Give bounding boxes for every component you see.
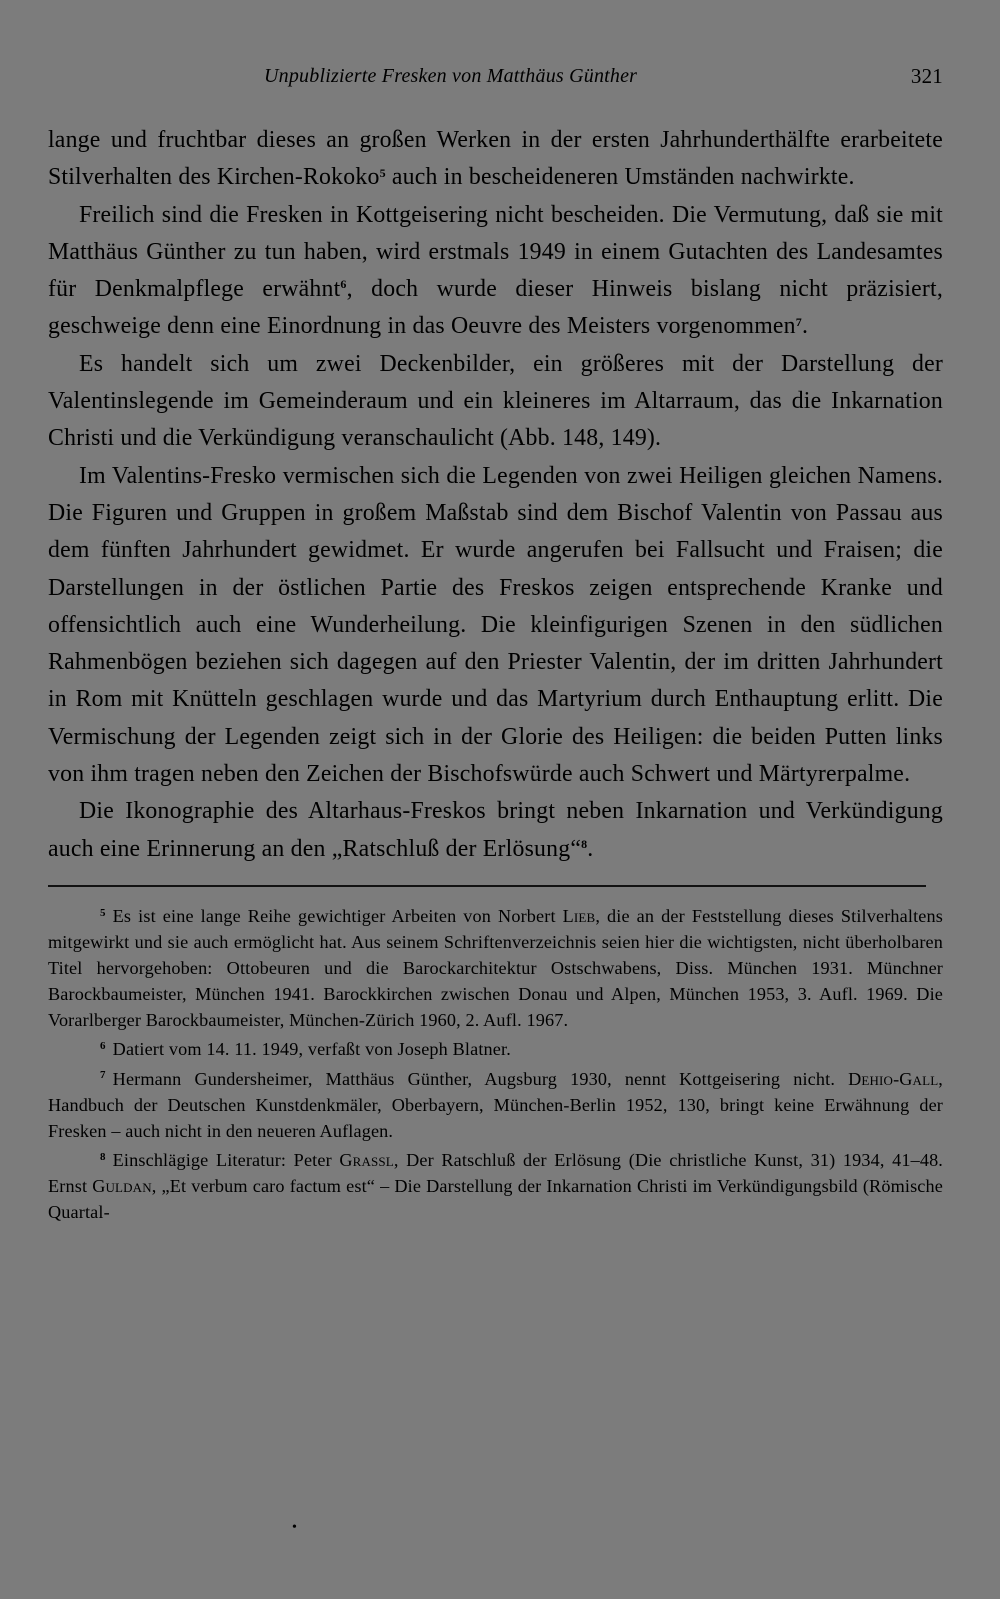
footnote-divider — [48, 885, 926, 887]
paragraph-1-text-b: auch in bescheideneren Umständen nachwirkte. — [385, 164, 855, 191]
footnote-8-text-b: , Der Ratschluß der Erlösung (Die christliche Kunst, 31) 1934, 41–48. Ernst — [48, 1149, 944, 1196]
main-text — [48, 122, 943, 868]
footnote-reference-7[interactable]: 7 — [795, 314, 802, 329]
footnote-7: 7 Hermann Gundersheimer, Matthäus Günther, Augsburg 1930, nennt Kottgeisering nicht. Dehio-Gall, Handbuch der Deutschen Kunstdenkmäler, Oberbayern, München-Berlin 1952, 130, bringt keine Erwähnung der Fresken – auch nicht in den neueren Auflagen. — [48, 1068, 943, 1141]
footnote-5-text-a: Es ist eine lange Reihe gewichtiger Arbeiten von Norbert — [112, 905, 563, 926]
footnote-5-text-b: , die an der Feststellung dieses Stilverhaltens mitgewirkt und sie auch ermöglicht hat. Aus seinem Schriftenverzeichnis seien hier die wichtigsten, nicht überholbaren Titel hervorgehoben: Ottobeuren und die Barockarchitektur Ostschwabens, Diss. München 1931. Münchner Barockbaumeister, München 1941. Barockkirchen zwischen Donau und Alpen, München 1953, 3. Aufl. 1969. Die Vorarlberger Barockbaumeister, München-Zürich 1960, 2. Aufl. 1967. — [48, 905, 943, 1031]
paragraph-2-text-a: Freilich sind die Fresken in Kottgeisering nicht bescheiden. Die Vermutung, daß sie mit Matthäus Günther zu tun haben, wird erstmals 1949 in einem Gutachten des Landesamtes für Denkmalpflege erwähnt — [48, 201, 943, 303]
paragraph-5-text-b: . — [587, 835, 594, 862]
running-title: Unpublizierte Fresken von Matthäus Günther — [264, 65, 638, 87]
footnotes — [48, 903, 943, 1225]
footnote-7-text-a: Hermann Gundersheimer, Matthäus Günther, Augsburg 1930, nennt Kottgeisering nicht. — [112, 1068, 849, 1089]
footnote-8-text-a: Einschlägige Literatur: Peter — [112, 1149, 340, 1170]
author-name-guldan: Guldan — [92, 1175, 152, 1196]
paragraph-1-text-a: lange und fruchtbar dieses an großen Werken in der ersten Jahrhunderthälfte erarbeitete Stilverhalten des Kirchen-Rokoko — [48, 127, 943, 191]
footnote-reference-5[interactable]: 5 — [379, 165, 386, 180]
footnote-reference-8[interactable]: 8 — [581, 836, 588, 851]
footnote-8: 8 Einschlägige Literatur: Peter Grassl, Der Ratschluß der Erlösung (Die christliche Kunst, 31) 1934, 41–48. Ernst Guldan, „Et verbum caro factum est“ – Die Darstellung der Inkarnation Christi im Verkündigungsbild (Römische Quartal- — [48, 1149, 944, 1222]
author-name-grassl: Grassl — [339, 1149, 394, 1170]
author-name-dehio-gall: Dehio-Gall — [848, 1068, 939, 1089]
running-header — [48, 58, 943, 94]
paragraph-2 — [48, 197, 943, 346]
page-number: 321 — [910, 64, 943, 88]
footnote-5: 5 Es ist eine lange Reihe gewichtiger Arbeiten von Norbert Lieb, die an der Feststellung dieses Stilverhaltens mitgewirkt und sie auch ermöglicht hat. Aus seinem Schriftenverzeichnis seien hier die wichtigsten, nicht überholbaren Titel hervorgehoben: Ottobeuren und die Barockarchitektur Ostschwabens, Diss. München 1931. Münchner Barockbaumeister, München 1941. Barockkirchen zwischen Donau und Alpen, München 1953, 3. Aufl. 1969. Die Vorarlberger Barockbaumeister, München-Zürich 1960, 2. Aufl. 1967. — [48, 905, 943, 1031]
paragraph-1 — [48, 122, 943, 197]
book-page — [48, 58, 943, 1578]
paragraph-2-text-c: . — [801, 313, 809, 340]
footnote-8-text-c: , „Et verbum caro factum est“ – Die Darstellung der Inkarnation Christi im Verkündigungsbild (Römische Quartal- — [48, 1175, 943, 1222]
paragraph-2-text-b: , doch wurde dieser Hinweis bislang nicht präzisiert, geschweige denn eine Einordnung in das Oeuvre des Meisters vorgenommen — [48, 276, 944, 340]
footnote-reference-6[interactable]: 6 — [340, 277, 347, 292]
paragraph-4: Im Valentins-Fresko vermischen sich die Legenden von zwei Heiligen gleichen Namens. Die Figuren und Gruppen in großem Maßstab sind dem Bischof Valentin von Passau aus dem fünften Jahrhundert gewidmet. Er wurde angerufen bei Fallsucht und Fraisen; die Darstellungen in der östlichen Partie des Freskos zeigen entsprechende Kranke und offensichtlich auch eine Wunderheilung. Die kleinfigurigen Szenen in den südlichen Rahmenbögen beziehen sich dagegen auf den Priester Valentin, der im dritten Jahrhundert in Rom mit Knütteln geschlagen wurde und das Martyrium durch Enthauptung erlitt. Die Vermischung der Legenden zeigt sich in der Glorie des Heiligen: die beiden Putten links von ihm tragen neben den Zeichen der Bischofswürde auch Schwert und Märtyrerpalme. — [48, 462, 943, 788]
paragraph-5 — [48, 793, 943, 868]
footnote-7-text-b: , Handbuch der Deutschen Kunstdenkmäler, Oberbayern, München-Berlin 1952, 130, bringt keine Erwähnung der Fresken – auch nicht in den neueren Auflagen. — [48, 1068, 943, 1141]
paragraph-3: Es handelt sich um zwei Deckenbilder, ein größeres mit der Darstellung der Valentinslegende im Gemeinderaum und ein kleineres im Altarraum, das die Inkarnation Christi und die Verkündigung veranschaulicht (Abb. 148, 149). — [48, 350, 943, 452]
footnote-6: 6 Datiert vom 14. 11. 1949, verfaßt von Joseph Blatner. — [100, 1039, 511, 1060]
printer-mark: • — [292, 1520, 297, 1535]
author-name-lieb: Lieb — [562, 905, 596, 926]
paragraph-5-text-a: Die Ikonographie des Altarhaus-Freskos bringt neben Inkarnation und Verkündigung auch eine Erinnerung an den „Ratschluß der Erlösung“ — [48, 798, 943, 862]
footnote-6-text: Datiert vom 14. 11. 1949, verfaßt von Joseph Blatner. — [112, 1039, 511, 1060]
